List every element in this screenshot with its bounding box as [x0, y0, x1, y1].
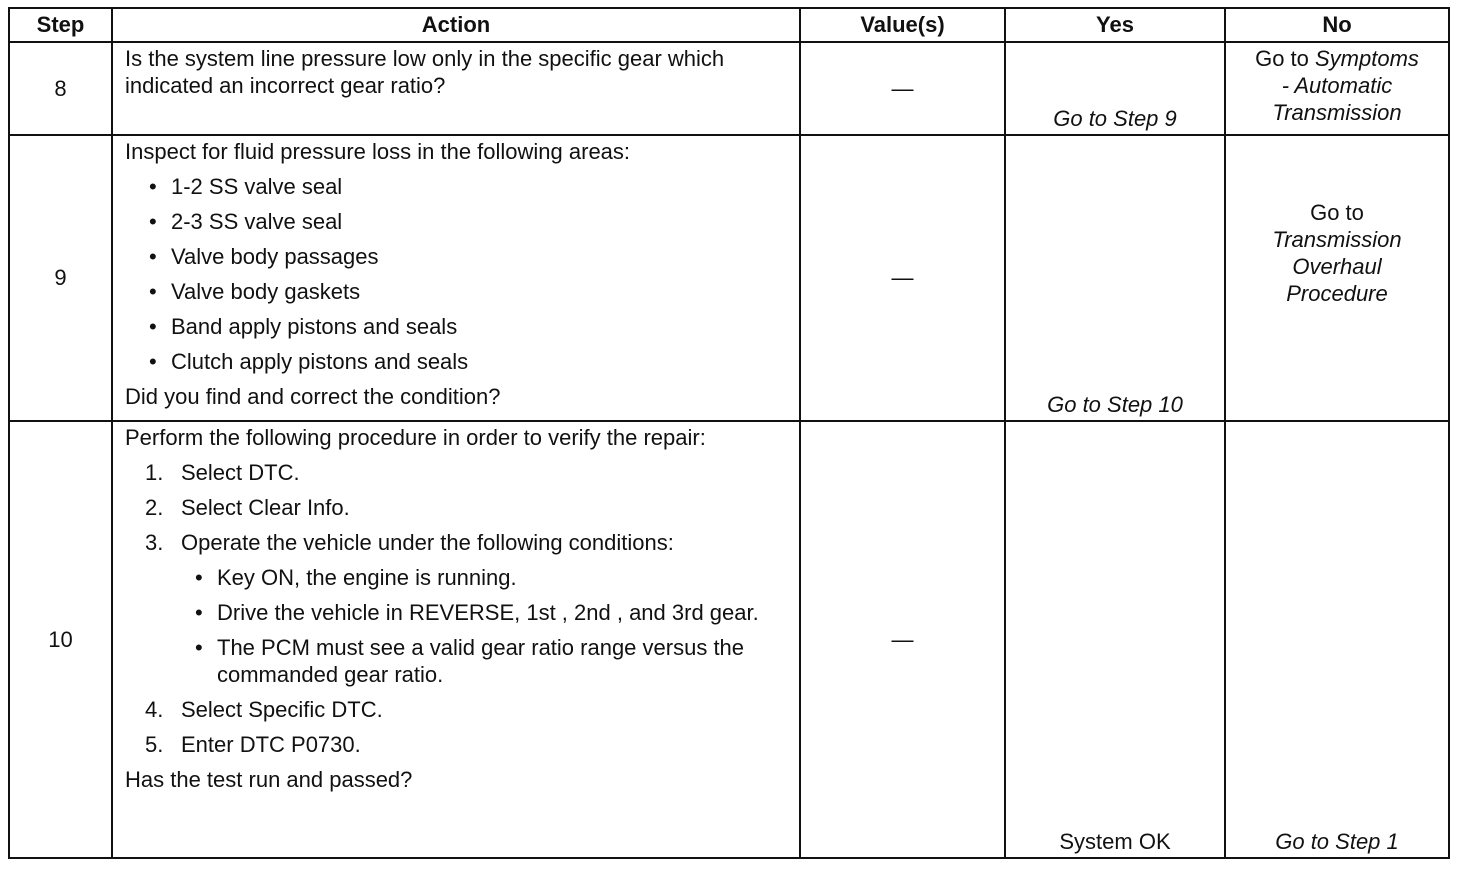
conditions-list	[181, 564, 791, 688]
list-item	[145, 494, 791, 521]
value-cell: —	[800, 421, 1005, 858]
list-item: • Drive the vehicle in REVERSE, 1st , 2nd , and 3rd gear.	[193, 599, 791, 626]
value-cell: —	[800, 42, 1005, 135]
table-row	[9, 421, 1449, 858]
no-cell	[1225, 42, 1449, 135]
list-item: • Valve body passages	[147, 243, 791, 270]
no-link-line: Overhaul	[1292, 254, 1382, 279]
step-text: Select DTC.	[181, 460, 300, 485]
list-item	[145, 529, 791, 688]
no-link-automatic: - Automatic	[1281, 73, 1393, 98]
value-cell: —	[800, 135, 1005, 421]
list-item: • The PCM must see a valid gear ratio range versus the commanded gear ratio.	[193, 634, 791, 688]
step-text: Select Clear Info.	[181, 495, 350, 520]
no-link-transmission: Transmission	[1272, 100, 1402, 125]
list-item: • Valve body gaskets	[147, 278, 791, 305]
list-item: • 2-3 SS valve seal	[147, 208, 791, 235]
yes-cell: System OK	[1005, 421, 1225, 858]
procedure-list	[125, 459, 791, 758]
no-cell	[1225, 135, 1449, 421]
header-row	[9, 8, 1449, 42]
header-values: Value(s)	[800, 8, 1005, 42]
header-yes: Yes	[1005, 8, 1225, 42]
action-question: Is the system line pressure low only in the specific gear which indicated an incorrect gear ratio?	[125, 46, 725, 98]
action-question: Has the test run and passed?	[125, 767, 413, 792]
step-number: 8	[9, 42, 112, 135]
no-link-line: Procedure	[1286, 281, 1388, 306]
table-row	[9, 135, 1449, 421]
step-index: 2.	[145, 495, 164, 520]
no-prefix: Go to	[1255, 46, 1315, 71]
no-cell: Go to Step 1	[1225, 421, 1449, 858]
step-index: 1.	[145, 460, 164, 485]
inspection-list	[125, 173, 791, 375]
step-index: 5.	[145, 732, 164, 757]
list-item	[145, 459, 791, 486]
step-text: Select Specific DTC.	[181, 697, 383, 722]
action-question: Did you find and correct the condition?	[125, 384, 501, 409]
step-text: Enter DTC P0730.	[181, 732, 361, 757]
list-item	[145, 696, 791, 723]
list-item: • Band apply pistons and seals	[147, 313, 791, 340]
no-link-line: Transmission	[1272, 227, 1402, 252]
diagnostic-table	[8, 7, 1450, 859]
header-no: No	[1225, 8, 1449, 42]
step-number: 10	[9, 421, 112, 858]
action-intro: Perform the following procedure in order to verify the repair:	[125, 425, 706, 450]
action-cell	[112, 421, 800, 858]
list-item: • Clutch apply pistons and seals	[147, 348, 791, 375]
step-text: Operate the vehicle under the following conditions:	[181, 530, 674, 555]
list-item: • 1-2 SS valve seal	[147, 173, 791, 200]
action-cell	[112, 42, 800, 135]
action-cell	[112, 135, 800, 421]
table-row	[9, 42, 1449, 135]
step-index: 4.	[145, 697, 164, 722]
no-line: Go to	[1310, 200, 1364, 225]
header-step: Step	[9, 8, 112, 42]
step-number: 9	[9, 135, 112, 421]
yes-cell: Go to Step 9	[1005, 42, 1225, 135]
list-item	[145, 731, 791, 758]
yes-cell: Go to Step 10	[1005, 135, 1225, 421]
list-item: • Key ON, the engine is running.	[193, 564, 791, 591]
step-index: 3.	[145, 530, 164, 555]
no-line	[1226, 45, 1448, 72]
header-action: Action	[112, 8, 800, 42]
no-link-symptoms: Symptoms	[1315, 46, 1419, 71]
action-intro: Inspect for fluid pressure loss in the following areas:	[125, 139, 631, 164]
